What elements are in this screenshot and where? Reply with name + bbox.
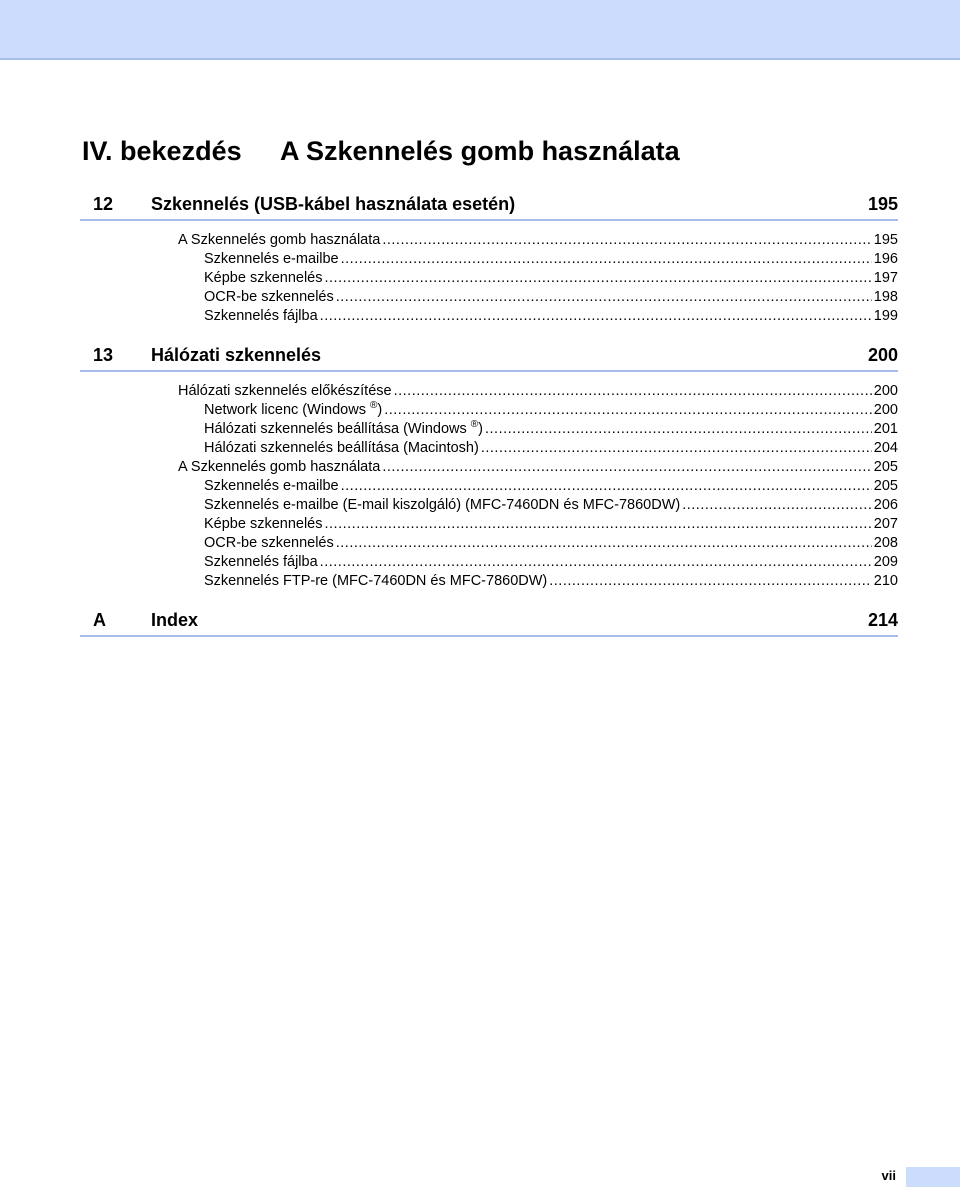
- entry-page: 195: [873, 232, 898, 248]
- entry-page: 205: [873, 459, 898, 475]
- toc-entry[interactable]: [80, 477, 898, 496]
- chapter-heading: [80, 341, 898, 372]
- part-number: IV. bekezdés: [82, 136, 242, 166]
- entry-page: 206: [873, 497, 898, 513]
- chapter-page: 214: [867, 610, 898, 630]
- chapter-number: 13: [93, 345, 114, 365]
- dot-leader: [382, 231, 871, 250]
- entry-page: 208: [873, 535, 898, 551]
- entry-page: 200: [873, 402, 898, 418]
- entry-page: 196: [873, 251, 898, 267]
- entry-page: 201: [873, 421, 898, 437]
- dot-leader: [325, 269, 872, 288]
- dot-leader: [485, 420, 872, 439]
- dot-leader: [341, 250, 872, 269]
- footer-tab: [906, 1167, 960, 1187]
- entry-page: 199: [873, 308, 898, 324]
- toc-entry[interactable]: [80, 288, 898, 307]
- entry-title: Hálózati szkennelés előkészítése: [178, 383, 392, 399]
- registered-mark: ®: [470, 419, 479, 431]
- toc-entry[interactable]: [80, 231, 898, 250]
- entry-page: 210: [873, 573, 898, 589]
- dot-leader: [384, 401, 872, 420]
- toc-entry[interactable]: [80, 553, 898, 572]
- entry-page: 204: [873, 440, 898, 456]
- dot-leader: [481, 439, 872, 458]
- chapter-page: 200: [867, 345, 898, 365]
- toc-entry[interactable]: [80, 401, 898, 420]
- entry-title: Szkennelés e-mailbe (E-mail kiszolgáló) (MFC-7460DN és MFC-7860DW): [204, 497, 681, 513]
- dot-leader: [336, 288, 872, 307]
- entry-title: Szkennelés fájlba: [204, 554, 318, 570]
- entry-title: Hálózati szkennelés beállítása (Macintosh): [204, 440, 479, 456]
- entry-title-text: Network licenc (Windows: [204, 402, 366, 418]
- toc-entry[interactable]: [80, 382, 898, 401]
- toc-entry[interactable]: [80, 458, 898, 477]
- registered-mark: ®: [370, 400, 378, 412]
- toc-entry[interactable]: [80, 439, 898, 458]
- chapter-entries: [80, 372, 898, 606]
- chapter-number: A: [93, 610, 106, 630]
- entry-page: 200: [873, 383, 898, 399]
- entry-title: OCR-be szkennelés: [204, 535, 334, 551]
- part-title: A Szkennelés gomb használata: [280, 136, 680, 166]
- entry-page: 209: [873, 554, 898, 570]
- chapter-title[interactable]: Index: [151, 610, 199, 630]
- toc-entry[interactable]: [80, 269, 898, 288]
- entry-page: 205: [873, 478, 898, 494]
- entry-page: 197: [873, 270, 898, 286]
- dot-leader: [320, 553, 872, 572]
- table-of-contents: [80, 190, 898, 637]
- dot-leader: [320, 307, 872, 326]
- chapter-page: 195: [867, 194, 898, 214]
- toc-entry[interactable]: [80, 534, 898, 553]
- toc-entry[interactable]: [80, 250, 898, 269]
- chapter-title[interactable]: Szkennelés (USB-kábel használata esetén): [151, 194, 516, 214]
- toc-entry[interactable]: [80, 307, 898, 326]
- entry-title-text: Hálózati szkennelés beállítása (Windows: [204, 421, 467, 437]
- entry-title: Szkennelés e-mailbe: [204, 478, 339, 494]
- toc-entry[interactable]: [80, 420, 898, 439]
- entry-title: [204, 401, 382, 420]
- page-number: vii: [881, 1168, 896, 1183]
- entry-title: Képbe szkennelés: [204, 516, 323, 532]
- header-band: [0, 0, 960, 60]
- entry-title: Szkennelés fájlba: [204, 308, 318, 324]
- entry-title: OCR-be szkennelés: [204, 289, 334, 305]
- chapter-entries: [80, 221, 898, 341]
- toc-entry[interactable]: [80, 515, 898, 534]
- entry-page: 207: [873, 516, 898, 532]
- dot-leader: [549, 572, 872, 591]
- entry-title-tail: ): [377, 402, 383, 418]
- dot-leader: [341, 477, 872, 496]
- entry-title: A Szkennelés gomb használata: [178, 459, 381, 475]
- entry-page: 198: [873, 289, 898, 305]
- entry-title: [204, 420, 483, 439]
- entry-title: Képbe szkennelés: [204, 270, 323, 286]
- dot-leader: [382, 458, 871, 477]
- chapter-heading: [80, 606, 898, 637]
- toc-entry[interactable]: [80, 572, 898, 591]
- entry-title: A Szkennelés gomb használata: [178, 232, 381, 248]
- entry-title: Szkennelés e-mailbe: [204, 251, 339, 267]
- entry-title-tail: ): [478, 421, 483, 437]
- entry-title: Szkennelés FTP-re (MFC-7460DN és MFC-7860DW): [204, 573, 548, 589]
- dot-leader: [394, 382, 872, 401]
- dot-leader: [336, 534, 872, 553]
- chapter-heading: [80, 190, 898, 221]
- dot-leader: [682, 496, 872, 515]
- toc-entry[interactable]: [80, 496, 898, 515]
- chapter-title[interactable]: Hálózati szkennelés: [151, 345, 322, 365]
- chapter-number: 12: [93, 194, 114, 214]
- dot-leader: [325, 515, 872, 534]
- part-heading: [82, 133, 922, 169]
